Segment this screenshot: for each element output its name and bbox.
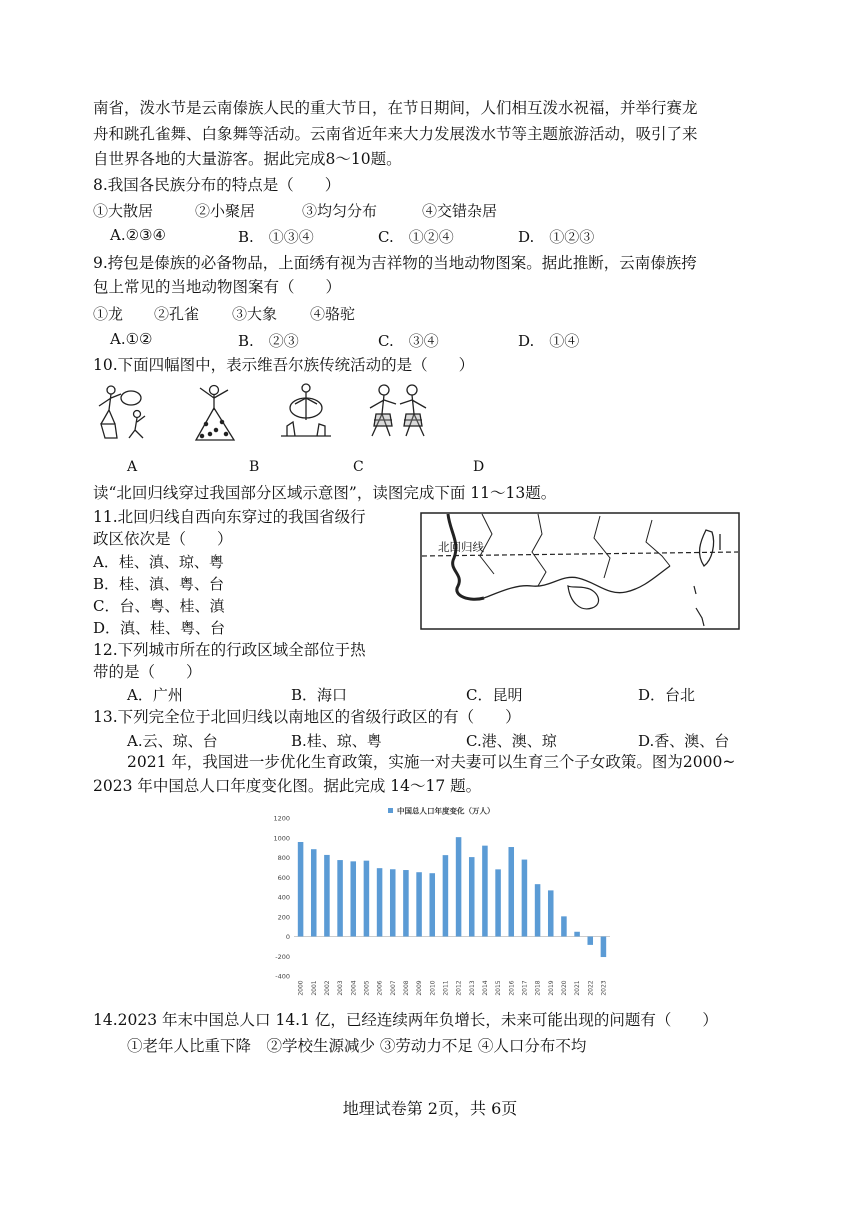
bar-2018 xyxy=(535,884,541,936)
population-change-chart xyxy=(258,800,618,1000)
q8-item-1: ①大散居 xyxy=(93,202,154,220)
q12-option-a: A．广州 xyxy=(127,686,183,704)
intro-line-3: 自世界各地的大量游客。据此完成8～10题。 xyxy=(93,150,402,168)
x-tick-label: 2023 xyxy=(600,980,608,996)
bar-2016 xyxy=(508,847,514,936)
x-tick-label: 2011 xyxy=(442,980,450,996)
q9-option-b: B. ②③ xyxy=(238,332,299,350)
bar-2013 xyxy=(469,857,475,936)
q13-option-a: A.云、琼、台 xyxy=(127,732,218,750)
bar-2007 xyxy=(390,869,396,936)
q10-label-a: A xyxy=(127,459,138,475)
y-tick-label: 0 xyxy=(285,933,290,941)
tropic-line-label: 北回归线 xyxy=(438,540,484,554)
dance-picture-b xyxy=(188,380,242,446)
q9-option-d: D. ①④ xyxy=(518,332,580,350)
q11-option-c: C．台、粤、桂、滇 xyxy=(93,597,225,615)
x-tick-label: 2020 xyxy=(560,980,568,996)
bar-2000 xyxy=(298,842,304,937)
bar-2012 xyxy=(456,837,462,936)
q11-option-b: B．桂、滇、粤、台 xyxy=(93,575,225,593)
q14-stem: 14.2023 年末中国总人口 14.1 亿，已经连续两年负增长，未来可能出现的问题有（ ） xyxy=(93,1011,718,1029)
x-tick-label: 2006 xyxy=(376,980,384,996)
x-tick-label: 2000 xyxy=(297,980,305,996)
x-tick-label: 2007 xyxy=(389,980,397,996)
dance-picture-d xyxy=(362,380,434,442)
bar-2019 xyxy=(548,890,554,936)
bar-2022 xyxy=(587,937,593,945)
x-tick-label: 2004 xyxy=(350,980,358,996)
q8-item-2: ②小聚居 xyxy=(195,202,256,220)
q11-stem-line-1: 11.北回归线自西向东穿过的我国省级行 xyxy=(93,508,366,526)
y-tick-label: 800 xyxy=(277,854,290,862)
bar-2003 xyxy=(337,860,343,936)
x-tick-label: 2012 xyxy=(455,980,463,996)
q12-option-b: B．海口 xyxy=(291,686,348,704)
bar-2002 xyxy=(324,855,330,937)
q12-stem-line-2: 带的是（ ） xyxy=(93,663,202,681)
y-tick-label: 200 xyxy=(277,913,290,922)
q9-item-4: ④骆驼 xyxy=(310,305,356,323)
x-tick-label: 2014 xyxy=(481,980,489,996)
chart-legend: 中国总人口年度变化（万人） xyxy=(397,806,495,816)
bar-2010 xyxy=(429,873,435,936)
bar-2006 xyxy=(377,868,383,936)
q8-option-a: A.②③④ xyxy=(110,226,166,244)
q13-option-c: C.港、澳、琼 xyxy=(466,732,557,750)
q13-option-b: B.桂、琼、粤 xyxy=(291,732,382,750)
q11-option-d: D．滇、桂、粤、台 xyxy=(93,619,226,637)
q14-items: ①老年人比重下降 ②学校生源减少 ③劳动力不足 ④人口分布不均 xyxy=(127,1037,587,1055)
q9-item-3: ③大象 xyxy=(232,305,278,323)
x-tick-label: 2022 xyxy=(587,980,595,996)
bar-2021 xyxy=(574,932,580,937)
q11-option-a: A．桂、滇、琼、粤 xyxy=(93,553,224,571)
map-intro: 读“北回归线穿过我国部分区域示意图”，读图完成下面 11～13题。 xyxy=(93,484,557,502)
x-tick-label: 2010 xyxy=(429,980,437,996)
bar-2008 xyxy=(403,870,409,936)
y-tick-label: 1200 xyxy=(273,814,290,823)
q13-option-d: D.香、澳、台 xyxy=(638,732,730,750)
bar-2020 xyxy=(561,916,567,936)
intro-line-1: 南省，泼水节是云南傣族人民的重大节日，在节日期间，人们相互泼水祝福，并举行赛龙 xyxy=(93,99,698,117)
q8-stem: 8.我国各民族分布的特点是（ ） xyxy=(93,176,341,194)
q9-option-c: C. ③④ xyxy=(378,332,439,350)
x-tick-label: 2019 xyxy=(547,980,555,996)
x-tick-label: 2017 xyxy=(521,980,529,996)
page-footer: 地理试卷第 2页，共 6页 xyxy=(342,1099,518,1118)
x-tick-label: 2002 xyxy=(323,980,331,996)
q8-option-d: D. ①②③ xyxy=(518,228,595,246)
q9-option-a: A.①② xyxy=(110,330,153,348)
q11-stem-line-2: 政区依次是（ ） xyxy=(93,530,233,548)
x-tick-label: 2015 xyxy=(495,980,503,996)
q13-stem: 13.下列完全位于北回归线以南地区的省级行政区的有（ ） xyxy=(93,708,521,726)
x-tick-label: 2003 xyxy=(337,980,345,996)
y-tick-label: 400 xyxy=(277,893,290,902)
q12-option-c: C．昆明 xyxy=(466,686,523,704)
bar-2009 xyxy=(416,872,422,936)
x-tick-label: 2021 xyxy=(574,980,582,996)
tropic-map xyxy=(420,512,740,630)
q8-item-3: ③均匀分布 xyxy=(302,202,378,220)
q10-stem: 10.下面四幅图中，表示维吾尔族传统活动的是（ ） xyxy=(93,356,475,374)
bar-2017 xyxy=(522,860,528,937)
x-tick-label: 2016 xyxy=(508,980,516,996)
q10-label-b: B xyxy=(249,459,260,475)
x-tick-label: 2001 xyxy=(310,980,318,996)
q9-stem-line-2: 包上常见的当地动物图案有（ ） xyxy=(93,278,342,296)
x-tick-label: 2008 xyxy=(402,980,410,996)
legend-swatch xyxy=(388,808,393,813)
dance-picture-a xyxy=(93,380,151,442)
x-tick-label: 2009 xyxy=(416,980,424,996)
intro-line-2: 舟和跳孔雀舞、白象舞等活动。云南省近年来大力发展泼水节等主题旅游活动，吸引了来 xyxy=(93,125,698,143)
bar-2004 xyxy=(350,861,356,936)
bar-2023 xyxy=(601,937,607,958)
bar-2011 xyxy=(443,855,449,936)
q8-option-c: C. ①②④ xyxy=(378,228,454,246)
y-tick-label: 1000 xyxy=(273,834,290,843)
bar-2014 xyxy=(482,846,488,937)
x-tick-label: 2018 xyxy=(534,980,542,996)
bar-2005 xyxy=(364,861,370,937)
q8-item-4: ④交错杂居 xyxy=(422,202,498,220)
dance-picture-c xyxy=(277,380,335,440)
q9-stem-line-1: 9.挎包是傣族的必备物品，上面绣有视为吉祥物的当地动物图案。据此推断，云南傣族挎 xyxy=(93,254,697,272)
x-tick-label: 2005 xyxy=(363,980,371,996)
q10-label-d: D xyxy=(473,459,485,475)
bar-2001 xyxy=(311,849,317,936)
q8-option-b: B. ①③④ xyxy=(238,228,314,246)
y-tick-label: -200 xyxy=(275,952,290,961)
y-tick-label: 600 xyxy=(277,873,290,882)
bar-2015 xyxy=(495,869,501,936)
intro2-line-1: 2021 年，我国进一步优化生育政策，实施一对夫妻可以生育三个子女政策。图为2000~ xyxy=(127,753,736,771)
q9-item-2: ②孔雀 xyxy=(154,305,200,323)
intro2-line-2: 2023 年中国总人口年度变化图。据此完成 14～17 题。 xyxy=(93,777,482,795)
y-tick-label: -400 xyxy=(275,972,290,981)
q12-option-d: D．台北 xyxy=(638,686,696,704)
q12-stem-line-1: 12.下列城市所在的行政区域全部位于热 xyxy=(93,641,366,659)
q10-label-c: C xyxy=(353,459,364,475)
x-tick-label: 2013 xyxy=(468,980,476,996)
q9-item-1: ①龙 xyxy=(93,305,124,323)
